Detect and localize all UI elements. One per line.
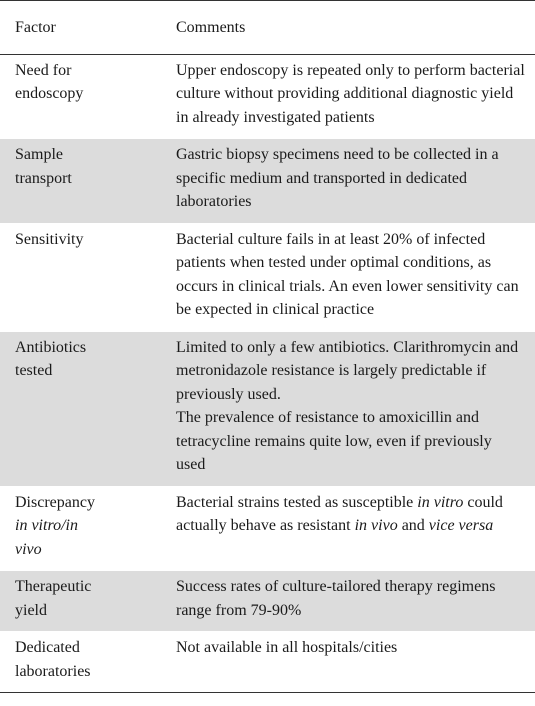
comment-text: Limited to only a few antibiotics. Clarithromycin and metronidazole resistance is largely predictable if previously used. bbox=[176, 338, 519, 403]
table-header-row bbox=[0, 1, 535, 55]
table-row bbox=[0, 331, 535, 486]
comment-cell bbox=[161, 331, 535, 486]
factor-text: Therapeutic bbox=[15, 578, 92, 595]
factor-cell bbox=[0, 139, 161, 224]
comment-cell bbox=[161, 486, 535, 571]
factor-cell bbox=[0, 223, 161, 331]
factor-text-italic: vivo bbox=[15, 540, 42, 558]
table-row bbox=[0, 54, 535, 139]
comment-text: The prevalence of resistance to amoxicillin and tetracycline remains quite low, even if previously used bbox=[176, 409, 492, 473]
factor-cell bbox=[0, 54, 161, 139]
comment-text-italic: in vitro bbox=[417, 493, 464, 511]
factor-cell bbox=[0, 331, 161, 486]
factor-text: laboratories bbox=[15, 662, 91, 680]
comment-text: Bacterial strains tested as susceptible bbox=[176, 493, 418, 511]
factor-text: Discrepancy bbox=[15, 493, 95, 511]
table-row bbox=[0, 139, 535, 224]
table-row bbox=[0, 223, 535, 331]
factor-text: Sample bbox=[15, 146, 63, 163]
comment-text-italic: vice versa bbox=[428, 517, 494, 534]
table-row bbox=[0, 486, 535, 571]
comment-cell: Success rates of culture-tailored therapy regimens range from 79-90% bbox=[176, 578, 496, 619]
factor-text: endoscopy bbox=[15, 85, 84, 102]
table-row bbox=[0, 571, 535, 632]
comment-cell: Bacterial culture fails in at least 20% of infected patients when tested under optimal conditions, as occurs in clinical trials. An even lower sensitivity can be expected in clinical practice bbox=[176, 230, 519, 318]
comment-text: and bbox=[397, 517, 429, 534]
factor-cell bbox=[0, 632, 161, 693]
comment-text: could actually behave as resistant bbox=[176, 493, 503, 534]
comment-cell: Gastric biopsy specimens need to be collected in a specific medium and transported in dedicated laboratories bbox=[176, 146, 499, 210]
factor-cell bbox=[0, 571, 161, 632]
factor-cell bbox=[0, 486, 161, 571]
factor-text: Sensitivity bbox=[15, 230, 84, 248]
comment-cell: Not available in all hospitals/cities bbox=[176, 639, 398, 656]
factor-text-italic: in vitro/in bbox=[15, 517, 78, 534]
factor-text: tested bbox=[15, 362, 53, 379]
factor-text: Need for bbox=[15, 61, 72, 79]
table-row bbox=[0, 632, 535, 693]
comment-cell: Upper endoscopy is repeated only to perform bacterial culture without providing additional diagnostic yield in already investigated patients bbox=[176, 61, 525, 126]
factor-text: Antibiotics bbox=[15, 338, 87, 356]
factor-text: yield bbox=[15, 601, 47, 619]
comment-text-italic: in vivo bbox=[354, 517, 398, 534]
factor-text: Dedicated bbox=[15, 639, 80, 656]
column-header-comments: Comments bbox=[176, 19, 246, 36]
column-header-factor: Factor bbox=[15, 19, 56, 36]
factor-text: transport bbox=[15, 169, 72, 187]
